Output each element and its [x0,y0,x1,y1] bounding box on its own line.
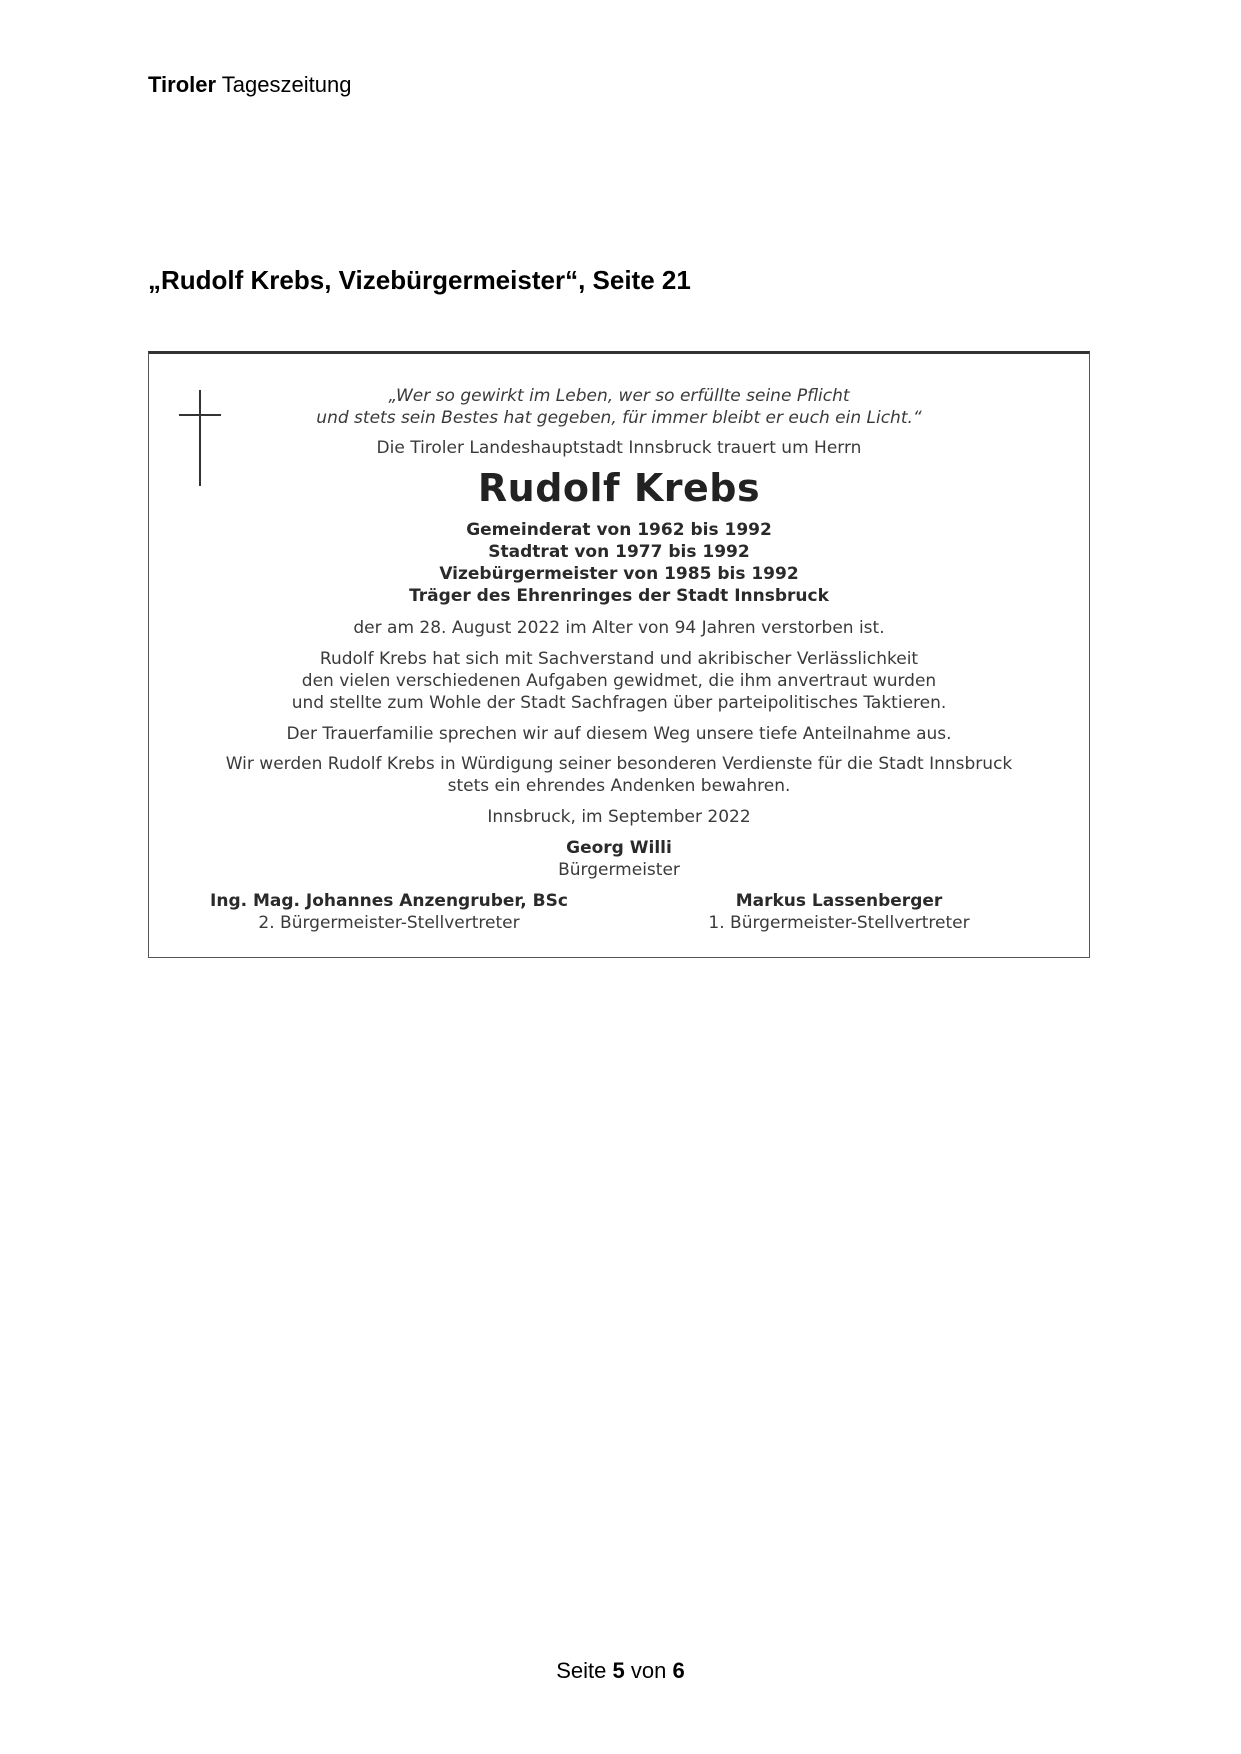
deputy-2-name: Ing. Mag. Johannes Anzengruber, BSc [210,891,568,911]
mayor-name: Georg Willi [566,838,672,858]
quote-line-1: „Wer so gewirkt im Leben, wer so erfüllte seine Pflicht [388,386,850,406]
remember-line: stets ein ehrendes Andenken bewahren. [447,776,791,796]
deputy-2-title: 2. Bürgermeister-Stellvertreter [258,913,520,933]
death-line: der am 28. August 2022 im Alter von 94 Jahren verstorben ist. [353,618,885,638]
deputy-1-title: 1. Bürgermeister-Stellvertreter [708,913,970,933]
tribute-line: Rudolf Krebs hat sich mit Sachverstand und akribischer Verlässlichkeit [319,649,919,669]
publication-header [148,72,351,98]
total-pages: 6 [672,1658,685,1683]
role-line: Gemeinderat von 1962 bis 1992 [466,520,772,540]
intro-line: Die Tiroler Landeshauptstadt Innsbruck trauert um Herrn [376,438,862,458]
remember-line: Wir werden Rudolf Krebs in Würdigung seiner besonderen Verdienste für die Stadt Innsbruck [225,754,1013,774]
role-line: Stadtrat von 1977 bis 1992 [488,542,750,562]
deputy-1-name: Markus Lassenberger [735,891,943,911]
footer-middle: von [630,1658,667,1683]
place-date: Innsbruck, im September 2022 [487,807,751,827]
brand-bold: Tiroler [148,72,217,97]
role-line: Vizebürgermeister von 1985 bis 1992 [439,564,799,584]
current-page: 5 [612,1658,625,1683]
section-title: „Rudolf Krebs, Vizebürgermeister“, Seite 21 [148,265,691,295]
brand-rest: Tageszeitung [221,72,352,97]
mayor-title: Bürgermeister [558,860,680,880]
condolence-line: Der Trauerfamilie sprechen wir auf diesem Weg unsere tiefe Anteilnahme aus. [286,724,952,744]
page-footer [0,1658,1241,1684]
quote-line-2: und stets sein Bestes hat gegeben, für immer bleibt er euch ein Licht.“ [316,408,922,428]
role-line: Träger des Ehrenringes der Stadt Innsbruck [409,586,829,606]
tribute-line: und stellte zum Wohle der Stadt Sachfragen über parteipolitisches Taktieren. [291,693,947,713]
tribute-line: den vielen verschiedenen Aufgaben gewidmet, die ihm anvertraut wurden [301,671,937,691]
obituary-notice [148,351,1090,958]
footer-prefix: Seite [556,1658,607,1683]
deceased-name: Rudolf Krebs [477,466,761,510]
